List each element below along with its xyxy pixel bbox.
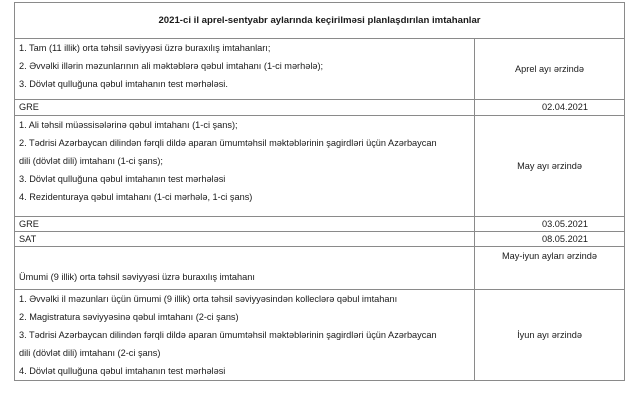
exam-list-cell [15, 116, 475, 217]
exam-item: Ümumi (9 illik) orta təhsil səviyyəsi üzrə buraxılış imtahanı [19, 272, 255, 282]
exam-list-cell [15, 247, 475, 290]
date-cell: 02.04.2021 [475, 100, 625, 116]
date-cell: 08.05.2021 [475, 232, 625, 247]
exam-item: dili (dövlət dili) imtahanı (1-ci şans); [19, 156, 163, 166]
exam-list-cell [15, 217, 475, 232]
date-cell: Aprel ayı ərzində [475, 39, 625, 100]
exam-item: 3. Dövlət qulluğuna qəbul imtahanın test mərhələsi. [19, 79, 228, 89]
table-title: 2021-ci il aprel-sentyabr aylarında keçirilməsi planlaşdırılan imtahanlar [15, 3, 625, 39]
exam-schedule-document [14, 2, 624, 381]
date-cell: May-iyun ayları ərzində [475, 247, 625, 290]
exam-item: 2. Əvvəlki illərin məzunlarının ali məktəblərə qəbul imtahanı (1-ci mərhələ); [19, 61, 324, 71]
exam-item: dili (dövlət dili) imtahanı (2-ci şans) [19, 348, 161, 358]
exam-list-cell [15, 39, 475, 100]
exam-item: SAT [19, 234, 37, 244]
exam-item: 2. Tədrisi Azərbaycan dilindən fərqli dildə aparan ümumtəhsil məktəblərinin şagirdləri üçün Azərbaycan [19, 138, 437, 148]
date-cell: 03.05.2021 [475, 217, 625, 232]
table-row [15, 217, 625, 232]
exam-item: 1. Tam (11 illik) orta təhsil səviyyəsi üzrə buraxılış imtahanları; [19, 43, 271, 53]
date-cell: May ayı ərzində [475, 116, 625, 217]
table-row [15, 116, 625, 217]
exam-item: 3. Dövlət qulluğuna qəbul imtahanın test mərhələsi [19, 174, 226, 184]
date-cell: İyun ayı ərzində [475, 290, 625, 381]
title-row [15, 3, 625, 39]
table-row [15, 232, 625, 247]
table-row [15, 100, 625, 116]
exam-item: 4. Dövlət qulluğuna qəbul imtahanın test mərhələsi [19, 366, 226, 376]
exam-list-cell [15, 100, 475, 116]
table-row [15, 39, 625, 100]
exam-schedule-table [14, 2, 625, 381]
exam-item: GRE [19, 102, 39, 112]
table-row [15, 247, 625, 290]
exam-item: 1. Ali təhsil müəssisələrinə qəbul imtahanı (1-ci şans); [19, 120, 238, 130]
exam-item: 1. Əvvəlki il məzunları üçün ümumi (9 illik) orta təhsil səviyyəsindən kolleclərə qəbul imtahanı [19, 294, 398, 304]
exam-item: 4. Rezidenturaya qəbul imtahanı (1-ci mərhələ, 1-ci şans) [19, 192, 253, 202]
exam-list-cell [15, 290, 475, 381]
exam-item: 2. Magistratura səviyyəsinə qəbul imtahanı (2-ci şans) [19, 312, 239, 322]
table-row [15, 290, 625, 381]
exam-list-cell [15, 232, 475, 247]
exam-item: GRE [19, 219, 39, 229]
exam-item: 3. Tədrisi Azərbaycan dilindən fərqli dildə aparan ümumtəhsil məktəblərinin şagirdləri üçün Azərbaycan [19, 330, 437, 340]
